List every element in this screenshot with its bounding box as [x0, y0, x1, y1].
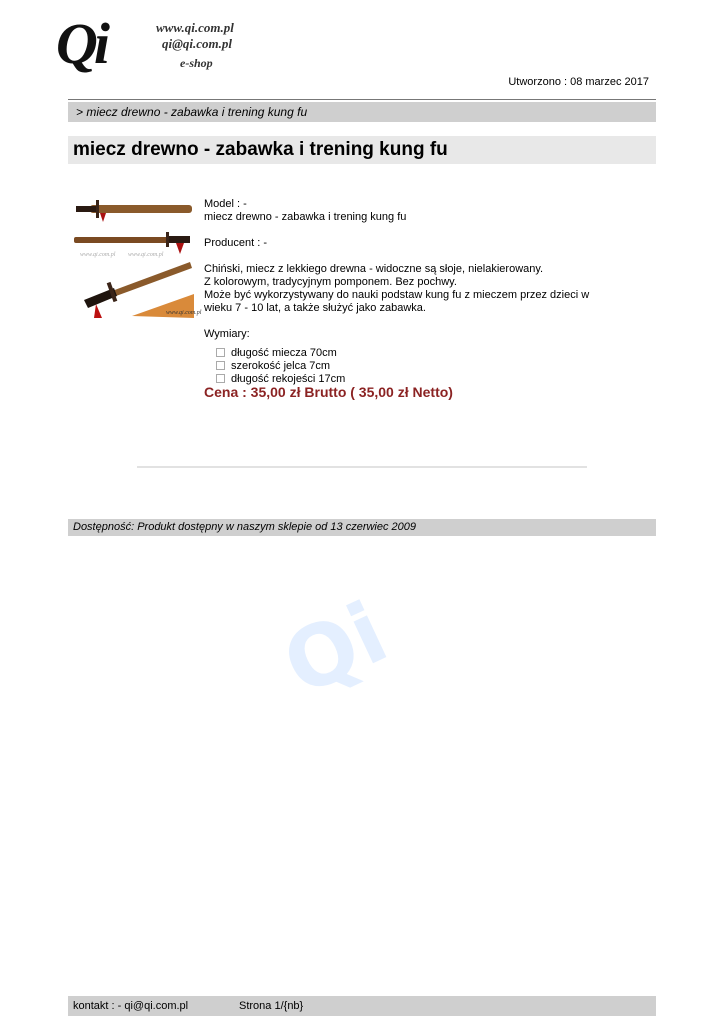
image-watermark-2: www.qi.com.pl [128, 252, 164, 258]
created-date: Utworzono : 08 marzec 2017 [508, 76, 649, 88]
bullet-icon [216, 348, 225, 357]
logo-mark: Qi [56, 11, 106, 76]
page-watermark: Qi [268, 583, 402, 715]
model-label: Model : - [204, 198, 247, 210]
product-details [204, 198, 604, 399]
image-watermark-3: www.qi.com.pl [166, 310, 202, 316]
availability-bar: Dostępność: Produkt dostępny w naszym sklepie od 13 czerwiec 2009 [68, 519, 656, 536]
image-watermark-1: www.qi.com.pl [80, 252, 116, 258]
page-title: miecz drewno - zabawka i trening kung fu [68, 136, 656, 164]
description-line-2: Z kolorowym, tradycyjnym pomponem. Bez pochwy. [204, 276, 457, 288]
breadcrumb[interactable]: > miecz drewno - zabawka i trening kung fu [68, 102, 656, 122]
logo-url: www.qi.com.pl [156, 20, 234, 35]
description-line-4: wieku 7 - 10 lat, a także służyć jako zabawka. [204, 302, 426, 314]
content-divider [137, 466, 587, 468]
description-line-1: Chiński, miecz z lekkiego drewna - widoczne są słoje, nielakierowany. [204, 263, 544, 275]
logo-email: qi@qi.com.pl [162, 36, 233, 51]
list-item: długość miecza 70cm [216, 347, 604, 360]
list-item: długość rekojeści 17cm [216, 373, 604, 386]
price: Cena : 35,00 zł Brutto ( 35,00 zł Netto) [204, 384, 453, 400]
model-name: miecz drewno - zabawka i trening kung fu [204, 211, 407, 223]
description-line-3: Może być wykorzystywany do nauki podstaw kung fu z mieczem przez dzieci w [204, 289, 590, 301]
dimensions-label: Wymiary: [204, 328, 250, 340]
footer-page-number: Strona 1/{nb} [239, 1000, 304, 1012]
footer-contact: kontakt : - qi@qi.com.pl [73, 1000, 189, 1012]
list-item: szerokość jelca 7cm [216, 360, 604, 373]
shop-logo [56, 11, 296, 80]
bullet-icon [216, 374, 225, 383]
product-image [72, 196, 202, 318]
logo-tagline: e-shop [180, 56, 213, 70]
dimensions-list [204, 347, 604, 386]
bullet-icon [216, 361, 225, 370]
producer-label: Producent : - [204, 237, 267, 249]
wooden-sword-image [72, 196, 202, 318]
header-divider [68, 99, 656, 100]
footer [68, 996, 656, 1016]
